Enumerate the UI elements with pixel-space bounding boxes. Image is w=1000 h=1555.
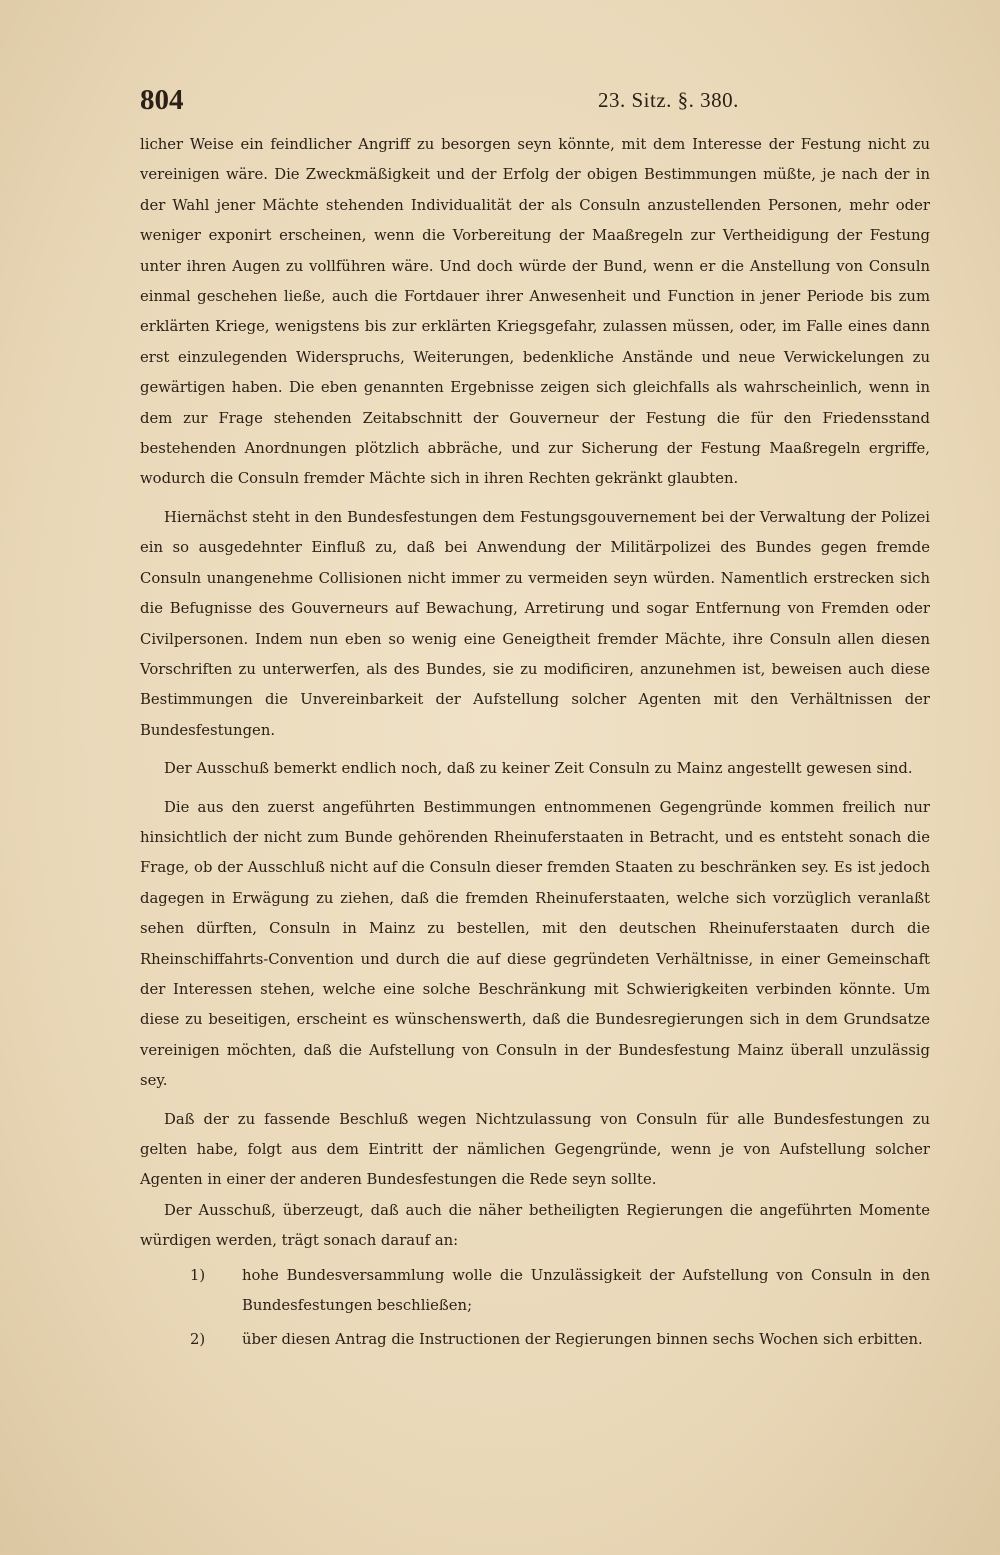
page-number: 804: [140, 84, 184, 116]
list-item-text: über diesen Antrag die Instructionen der Regierungen binnen sechs Wochen sich erbitten.: [242, 1331, 923, 1349]
list-item-number: 1): [190, 1266, 206, 1284]
paragraph-4: Die aus den zuerst angeführten Bestimmungen entnommenen Gegengründe kommen freilich nur hinsichtlich der nicht zum Bunde gehörenden Rheinuferstaaten in Betracht, und es entsteht sonach die Frage, ob der Ausschluß nicht auf die Consuln dieser fremden Staaten zu beschränken sey. Es ist jedoch dagegen in Erwägung zu ziehen, daß die fremden Rheinuferstaaten, welche sich vorzüglich veranlaßt sehen dürften, Consuln in Mainz zu bestellen, mit den deutschen Rheinuferstaaten durch die Rheinschiffahrts-Convention und durch die auf diese gegründeten Verhältnisse, in einer Gemeinschaft der Interessen stehen, welche eine solche Beschränkung mit Schwierigkeiten verbinden könnte. Um diese zu beseitigen, erscheint es wünschenswerth, daß die Bundesregierungen sich in dem Grundsatze vereinigen möchten, daß die Aufstellung von Consuln in der Bundesfestung Mainz überall unzulässig sey.: [140, 798, 930, 1090]
running-head: 23. Sitz. §. 380.: [598, 88, 739, 112]
paragraph-3: Der Ausschuß bemerkt endlich noch, daß zu keiner Zeit Consuln zu Mainz angestellt gewesen sind.: [164, 760, 913, 778]
list-item-1: [140, 1261, 930, 1322]
list-item-2: [140, 1325, 930, 1355]
paragraph-1: licher Weise ein feindlicher Angriff zu besorgen seyn könnte, mit dem Interesse der Festung nicht zu vereinigen wäre. Die Zweckmäßigkeit und der Erfolg der obigen Bestimmungen müßte, je nach der in der Wahl jener Mächte stehenden Individualität der als Consuln anzustellenden Personen, mehr oder weniger exponirt erscheinen, wenn die Vorbereitung der Maaßregeln zur Vertheidigung der Festung unter ihren Augen zu vollführen wäre. Und doch würde der Bund, wenn er die Anstellung von Consuln einmal geschehen ließe, auch die Fortdauer ihrer Anwesenheit und Function in jener Periode bis zum erklärten Kriege, wenigstens bis zur erklärten Kriegsgefahr, zulassen müssen, oder, im Falle eines dann erst einzulegenden Widerspruchs, Weiterungen, bedenkliche Anstände und neue Verwickelungen zu gewärtigen haben. Die eben genannten Ergebnisse zeigen sich gleichfalls als wahrscheinlich, wenn in dem zur Frage stehenden Zeitabschnitt der Gouverneur der Festung die für den Friedensstand bestehenden Anordnungen plötzlich abbräche, und zur Sicherung der Festung Maaßregeln ergriffe, wodurch die Consuln fremder Mächte sich in ihren Rechten gekränkt glaubten.: [140, 136, 930, 488]
page-header: [140, 80, 932, 120]
paragraph-6: Der Ausschuß, überzeugt, daß auch die näher betheiligten Regierungen die angeführten Momente würdigen werden, trägt sonach darauf an:: [140, 1201, 930, 1250]
list-item-number: 2): [190, 1331, 206, 1349]
body-text: [140, 130, 930, 1356]
paragraph-5: Daß der zu fassende Beschluß wegen Nichtzulassung von Consuln für alle Bundesfestungen zu gelten habe, folgt aus dem Eintritt der nämlichen Gegengründe, wenn je von Aufstellung solcher Agenten in einer der anderen Bundesfestungen die Rede seyn sollte.: [140, 1110, 930, 1189]
paragraph-2: Hiernächst steht in den Bundesfestungen dem Festungsgouvernement bei der Verwaltung der Polizei ein so ausgedehnter Einfluß zu, daß bei Anwendung der Militärpolizei des Bundes gegen fremde Consuln unangenehme Collisionen nicht immer zu vermeiden seyn würden. Namentlich erstrecken sich die Befugnisse des Gouverneurs auf Bewachung, Arretirung und sogar Entfernung von Fremden oder Civilpersonen. Indem nun eben so wenig eine Geneigtheit fremder Mächte, ihre Consuln allen diesen Vorschriften zu unterwerfen, als des Bundes, sie zu modificiren, anzunehmen ist, beweisen auch diese Bestimmungen die Unvereinbarkeit der Aufstellung solcher Agenten mit den Verhältnissen der Bundesfestungen.: [140, 508, 930, 739]
list-item-text: hohe Bundesversammlung wolle die Unzulässigkeit der Aufstellung von Consuln in den Bundesfestungen beschließen;: [242, 1266, 930, 1315]
